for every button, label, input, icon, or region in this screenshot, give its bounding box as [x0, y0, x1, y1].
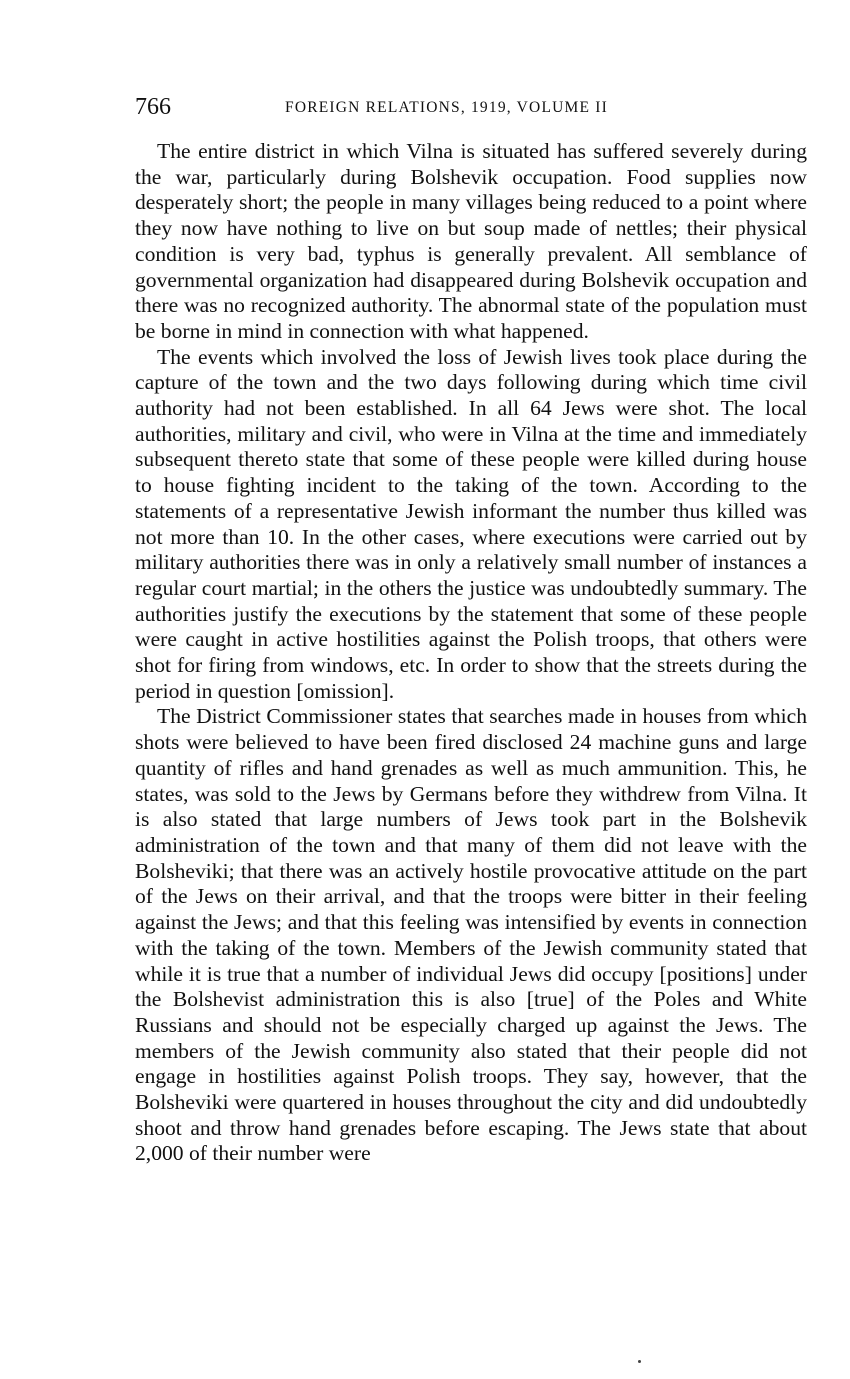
running-header	[135, 92, 807, 124]
running-title: FOREIGN RELATIONS, 1919, VOLUME II	[285, 99, 608, 116]
paragraph: The District Commissioner states that searches made in houses from which shots were believed to have been fired disclosed 24 machine guns and large quantity of rifles and hand grenades as well as much ammunition. This, he states, was sold to the Jews by Germans before they withdrew from Vilna. It is also stated that large numbers of Jews took part in the Bolshevik administration of the town and that many of them did not leave with the Bolsheviki; that there was an actively hostile provocative attitude on the part of the Jews on their arrival, and that the troops were bitter in their feeling against the Jews; and that this feeling was intensified by events in connection with the taking of the town. Members of the Jewish community stated that while it is true that a number of individual Jews did occupy [positions] under the Bolshevist administration this is also [true] of the Poles and White Russians and should not be especially charged up against the Jews. The members of the Jewish community also stated that their people did not engage in hostilities against Polish troops. They say, however, that the Bolsheviki were quartered in houses throughout the city and did undoubtedly shoot and throw hand grenades before escaping. The Jews state that about 2,000 of their number were	[135, 704, 807, 1166]
paragraph: The entire district in which Vilna is situated has suffered severely during the war, particularly during Bolshevik occupation. Food supplies now desperately short; the people in many villages being reduced to a point where they now have nothing to live on but soup made of nettles; their physical condition is very bad, typhus is generally prevalent. All semblance of governmental organization had disappeared during Bolshevik occupation and there was no recognized authority. The abnormal state of the population must be borne in mind in connection with what happened.	[135, 139, 807, 343]
page-number: 766	[135, 94, 171, 120]
body-text	[135, 139, 807, 1167]
paragraph: The events which involved the loss of Jewish lives took place during the capture of the town and the two days following during which time civil authority had not been established. In all 64 Jews were shot. The local authorities, military and civil, who were in Vilna at the time and immediately subsequent thereto state that some of these people were killed during house to house fighting incident to the taking of the town. According to the statements of a representative Jewish informant the number thus killed was not more than 10. In the other cases, where executions were carried out by military authorities there was in only a relatively small number of instances a regular court martial; in the others the justice was undoubtedly summary. The authorities justify the executions by the statement that some of these people were caught in active hostilities against the Polish troops, that others were shot for firing from windows, etc. In order to show that the streets during the period in question [omission].	[135, 344, 807, 703]
scan-speck	[638, 1360, 641, 1363]
